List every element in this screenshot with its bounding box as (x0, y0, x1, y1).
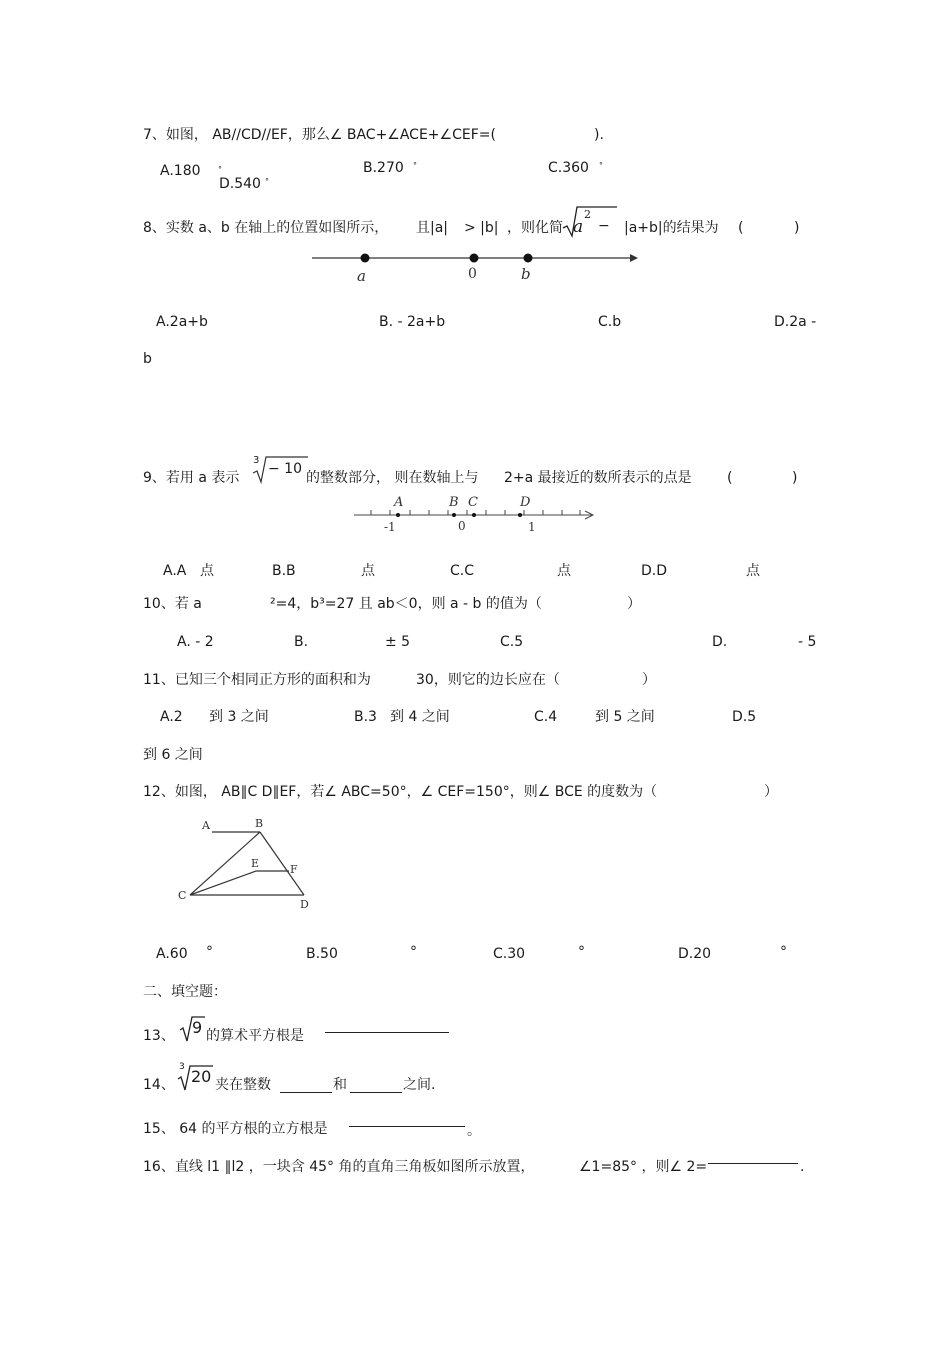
q15-answer-blank[interactable] (349, 1126, 465, 1127)
q9-point-b: B (449, 495, 459, 510)
q12-degree-a: ° (206, 944, 213, 960)
q8-stem-e: |a+b|的结果为 (624, 220, 719, 236)
q9-option-d-suffix: 点 (746, 563, 760, 579)
q10-option-b-value: ± 5 (385, 634, 411, 650)
q8-radicand: a (573, 217, 584, 237)
q12-option-b: B.50 (306, 946, 338, 962)
q10-option-a: A. ‐ 2 (177, 634, 214, 650)
q16-answer-blank[interactable] (708, 1163, 798, 1164)
q8-exponent: 2 (584, 208, 591, 221)
q7-stem: 7、如图， AB//CD//EF，那么∠ BAC+∠ACE+∠CEF=( (143, 127, 496, 143)
q11-option-b-range: 到 4 之间 (390, 709, 450, 725)
q9-option-b-suffix: 点 (361, 563, 375, 579)
q9-paren-right: ) (792, 470, 798, 486)
q11-option-d-wrap: 到 6 之间 (143, 747, 203, 763)
q14-root-index: 3 (179, 1062, 185, 1072)
q8-stem-a: 8、实数 a、b 在轴上的位置如图所示， (143, 220, 389, 236)
q14-radicand: 20 (191, 1067, 212, 1086)
q9-tick-1: 1 (528, 520, 536, 534)
q9-option-a-suffix: 点 (200, 563, 214, 579)
q10-option-d: D. (712, 634, 728, 650)
q11-option-a-range: 到 3 之间 (209, 709, 269, 725)
q14-text-c: 之间. (403, 1077, 436, 1093)
q7-paren-close: ). (594, 127, 604, 143)
q14-number: 14、 (143, 1077, 175, 1093)
q10-option-b: B. (294, 634, 309, 650)
q12-degree-b: ° (410, 944, 417, 960)
q10-paren-right: ） (627, 596, 641, 612)
q8-minus: − (598, 218, 610, 234)
q9-paren-left: ( (727, 470, 733, 486)
q7-degree-a: ° (218, 165, 222, 174)
q12-option-c: C.30 (493, 946, 526, 962)
q11-option-b: B.3 (354, 709, 377, 725)
q13-text: 的算术平方根是 (206, 1028, 304, 1044)
q12-label-c: C (178, 889, 187, 902)
q7-degree-c: ° (599, 161, 603, 170)
q9-option-d: D.D (641, 563, 668, 579)
q13-answer-blank[interactable] (325, 1032, 449, 1033)
q14-text-b: 和 (333, 1077, 347, 1093)
q8-stem-d: ，则化简 (507, 220, 563, 236)
q8-option-d-wrap: b (143, 351, 152, 367)
q12-label-e: E (251, 857, 260, 870)
q12-option-a: A.60 (156, 946, 188, 962)
q8-axis-label-b: b (521, 265, 531, 283)
q8-axis-label-a: a (357, 267, 366, 285)
q11-stem-a: 11、已知三个相同正方形的面积和为 (143, 672, 371, 688)
q10-option-d-value: ‐ 5 (798, 634, 817, 650)
q13-number: 13、 (143, 1028, 175, 1044)
q12-label-a: A (202, 819, 210, 832)
q14-answer-blank-2[interactable] (350, 1092, 402, 1093)
sqrt-a-squared (563, 204, 619, 238)
q12-degree-d: ° (780, 944, 787, 960)
q9-stem-a: 9、若用 a 表示 (143, 470, 240, 486)
q9-option-c-suffix: 点 (557, 563, 571, 579)
q14-answer-blank-1[interactable] (280, 1092, 332, 1093)
q14-text-a: 夹在整数 (215, 1077, 271, 1093)
q11-option-c: C.4 (534, 709, 558, 725)
q12-paren-right: ） (764, 784, 778, 800)
q11-option-c-range: 到 5 之间 (595, 709, 655, 725)
q8-stem-b: 且|a| (416, 220, 449, 236)
q12-label-f: F (290, 863, 298, 876)
q10-option-c: C.5 (500, 634, 524, 650)
q7-option-b: B.270 (363, 160, 404, 176)
q12-label-d: D (300, 898, 309, 911)
q9-point-c: C (468, 495, 478, 510)
q12-degree-c: ° (578, 944, 585, 960)
q11-paren-right: ） (642, 672, 656, 688)
q9-option-a: A.A (163, 563, 187, 579)
q11-option-d: D.5 (732, 709, 757, 725)
q11-stem-b: 30，则它的边长应在（ (416, 672, 560, 688)
q16-text-a: 16、直线 l1 ∥l2 ，一块含 45° 角的直角三角板如图所示放置， (143, 1159, 535, 1175)
q7-option-d: D.540 (219, 176, 261, 192)
q12-stem: 12、如图， AB∥C D∥EF，若∠ ABC=50°，∠ CEF=150°，则∠ BCE 的度数为（ (143, 784, 658, 800)
q15-text: 15、 64 的平方根的立方根是 (143, 1121, 328, 1137)
q8-paren-left: ( (738, 220, 744, 236)
q9-stem-c: 2+a 最接近的数所表示的点是 (504, 470, 692, 486)
q8-option-c: C.b (598, 314, 622, 330)
q12-label-b: B (255, 817, 264, 830)
q7-option-a: A.180 (160, 163, 201, 179)
q10-stem-b: ²=4，b³=27 且 ab＜0，则 a ‐ b 的值为（ (270, 596, 542, 612)
q9-option-c: C.C (450, 563, 475, 579)
q8-paren-right: ) (794, 220, 800, 236)
q8-axis-label-0: 0 (468, 266, 477, 282)
q10-stem-a: 10、若 a (143, 596, 202, 612)
q9-stem-b: 的整数部分， 则在数轴上与 (306, 470, 479, 486)
q8-option-b: B. ‐ 2a+b (379, 314, 446, 330)
q9-option-b: B.B (272, 563, 296, 579)
q9-point-a: A (394, 495, 404, 510)
q12-option-d: D.20 (678, 946, 712, 962)
q9-radicand: − 10 (268, 461, 302, 477)
q7-degree-d: ° (265, 177, 269, 186)
q16-end: . (800, 1159, 805, 1175)
q9-tick-0: 0 (458, 519, 466, 533)
q8-option-d: D.2a ‐ (774, 314, 817, 330)
q9-tick-neg1: -1 (384, 520, 396, 534)
q7-degree-b: ° (413, 161, 417, 170)
q8-option-a: A.2a+b (156, 314, 208, 330)
q9-point-d: D (520, 495, 531, 510)
q9-root-index: 3 (253, 455, 260, 466)
q11-option-a: A.2 (160, 709, 183, 725)
q16-text-b: ∠1=85° ，则∠ 2= (579, 1159, 708, 1175)
q13-radicand: 9 (192, 1018, 203, 1037)
q8-stem-c: > |b| (464, 220, 499, 236)
section-title-fill-blank: 二、填空题： (143, 984, 227, 1000)
q7-option-c: C.360 (548, 160, 589, 176)
q15-end: 。 (467, 1123, 481, 1139)
